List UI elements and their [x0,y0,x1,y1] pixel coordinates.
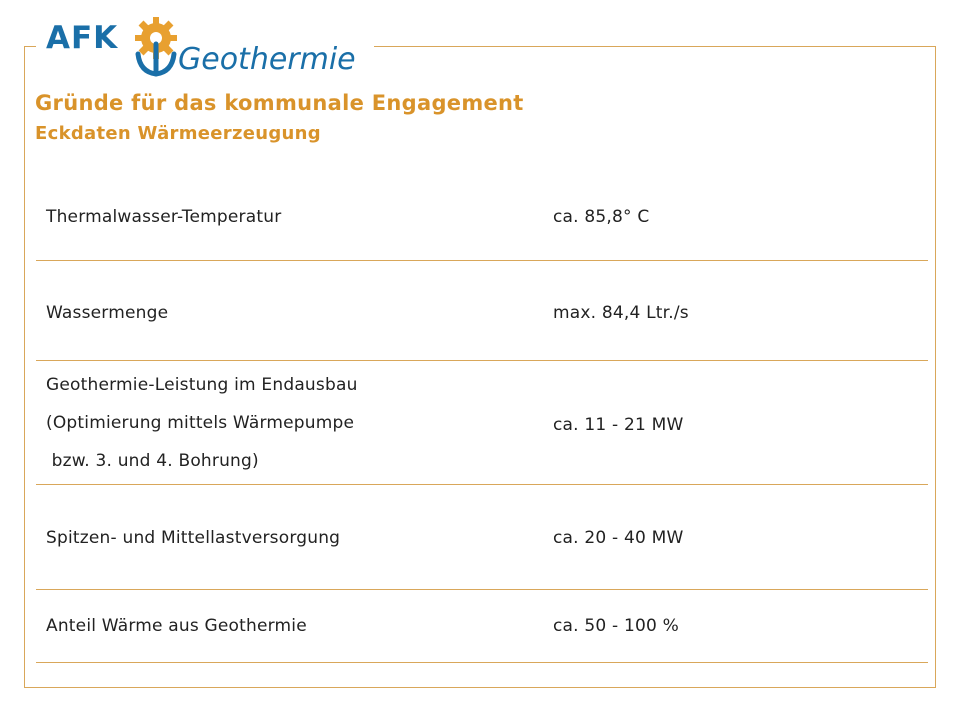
row-label-line: bzw. 3. und 4. Bohrung) [46,451,259,471]
afk-geothermie-logo [36,14,374,78]
row-label-line: Geothermie-Leistung im Endausbau [46,375,358,395]
row-value: max. 84,4 Ltr./s [553,303,689,323]
data-row-water-volume [36,260,928,361]
row-label-multiline [46,375,358,489]
data-row-temperature [36,190,928,261]
row-label: Wassermenge [46,303,169,323]
row-value: ca. 50 - 100 % [553,616,679,636]
page-title: Gründe für das kommunale Engagement [35,91,524,115]
logo-brand-text: AFK [46,20,119,56]
row-label-line: (Optimierung mittels Wärmepumpe [46,413,355,433]
row-value: ca. 20 - 40 MW [553,528,684,548]
data-row-geothermal-output [36,360,928,485]
row-value: ca. 85,8° C [553,207,650,227]
row-value: ca. 11 - 21 MW [553,415,684,435]
row-label: Spitzen- und Mittellastversorgung [46,528,341,548]
logo-name-text: Geothermie [178,42,356,77]
page-subtitle: Eckdaten Wärmeerzeugung [35,123,321,144]
data-row-peak-load [36,484,928,590]
row-label: Anteil Wärme aus Geothermie [46,616,307,636]
data-row-heat-share [36,589,928,663]
row-label: Thermalwasser-Temperatur [46,207,282,227]
